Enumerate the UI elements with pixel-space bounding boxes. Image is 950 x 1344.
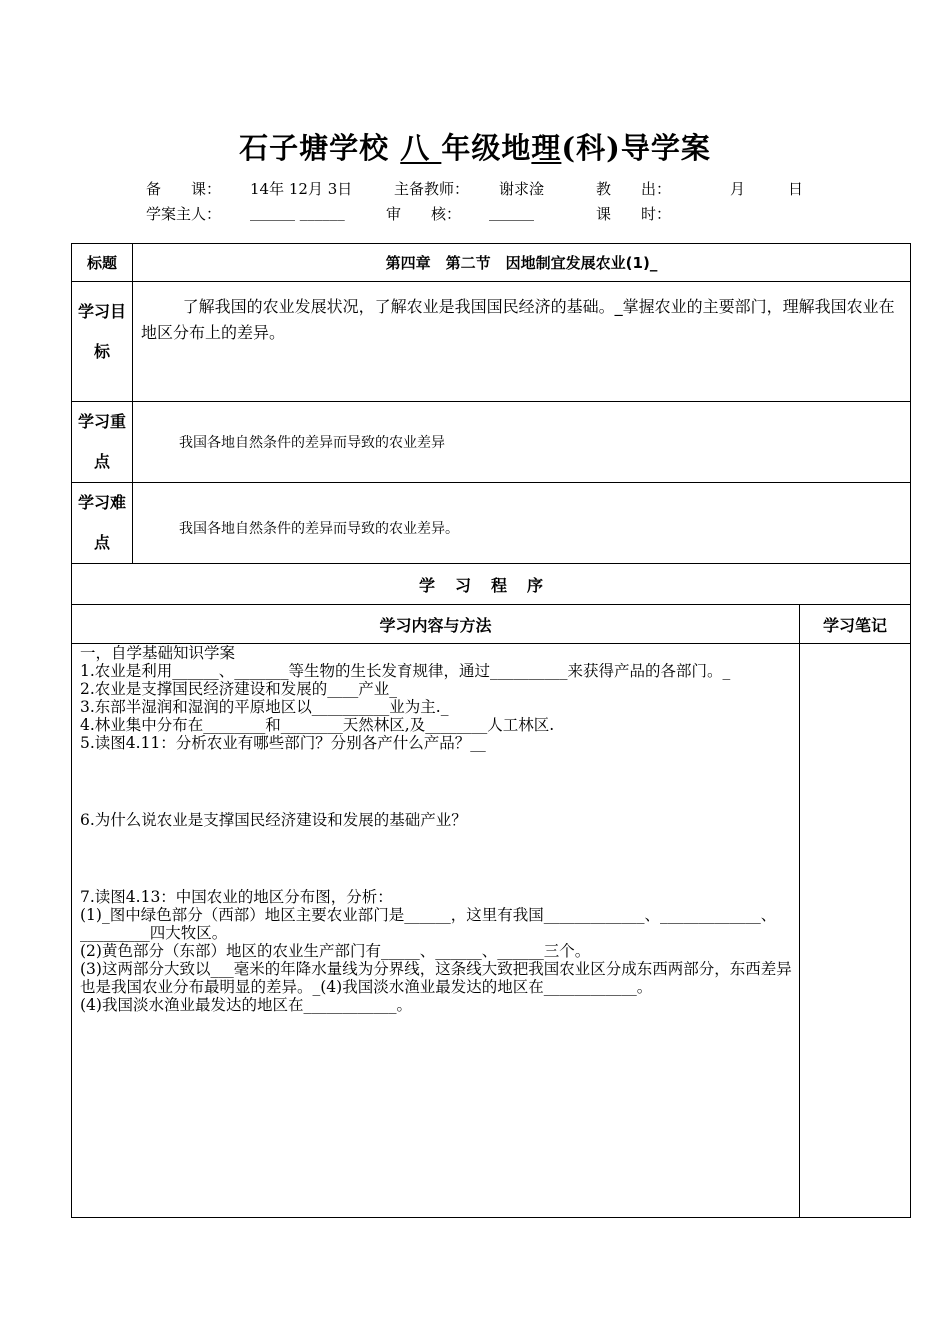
period-label: 课 时： (596, 205, 672, 223)
owner-label: 学案主人： (146, 205, 222, 223)
title-school: 石子塘学校 (239, 131, 401, 165)
content-line: 7.读图4.13：中国农业的地区分布图，分析： (80, 888, 393, 906)
notes-cell[interactable] (800, 644, 911, 1218)
content-line: (1)_图中绿色部分（西部）地区主要农业部门是______，这里有我国_____________、_____________、_________四大牧区。 (80, 906, 777, 942)
month-label: 月 (730, 180, 746, 198)
procedure-heading: 学习程序 (72, 564, 911, 605)
hard-text: 我国各地自然条件的差异而导致的农业差异。 (133, 483, 911, 564)
column-header-row (72, 605, 911, 644)
key-label: 学习重点 (72, 402, 133, 483)
content-line: 6.为什么说农业是支撑国民经济建设和发展的基础产业？ (80, 811, 467, 829)
title-grade: 八 (400, 131, 442, 165)
content-column-header: 学习内容与方法 (72, 605, 800, 644)
content-row (72, 644, 911, 1218)
key-row (72, 402, 911, 483)
review-blank: ______ (489, 203, 534, 221)
study-plan-table (71, 243, 911, 1218)
content-line: 3.东部半湿润和湿润的平原地区以__________业为主._ (80, 698, 449, 716)
content-line: 2.农业是支撑国民经济建设和发展的____产业_ (80, 680, 398, 698)
answer-space (80, 752, 793, 811)
key-text: 我国各地自然条件的差异而导致的农业差异 (133, 402, 911, 483)
content-line: 一，自学基础知识学案 (80, 644, 236, 662)
owner-blank: ______ ______ (250, 203, 345, 221)
topic-title: 第四章 第二节 因地制宜发展农业(1)_ (133, 244, 911, 282)
topic-label: 标题 (72, 244, 133, 282)
prep-label: 备 课： (146, 180, 222, 198)
content-line: (4)我国淡水渔业最发达的地区在____________。 (80, 996, 412, 1014)
teacher-name: 谢求淦 (499, 180, 545, 198)
goal-text: 了解我国的农业发展状况，了解农业是我国国民经济的基础。_掌握农业的主要部门，理解我国农业在地区分布上的差异。 (133, 282, 911, 402)
hard-row (72, 483, 911, 564)
content-line: (3)这两部分大致以___毫米的年降水量线为分界线，这条线大致把我国农业区分成东西两部分，东西差异也是我国农业分布最明显的差异。_(4)我国淡水渔业最发达的地区在____________。 (80, 960, 792, 996)
content-line: (2)黄色部分（东部）地区的农业生产部门有_____、______、______三个。 (80, 942, 591, 960)
topic-row (72, 244, 911, 282)
hard-label: 学习难点 (72, 483, 133, 564)
title-suffix: (科)导学案 (561, 131, 711, 165)
teacher-label: 主备教师： (394, 180, 470, 198)
goal-row (72, 282, 911, 402)
notes-column-header: 学习笔记 (800, 605, 911, 644)
goal-label: 学习目标 (72, 282, 133, 402)
content-cell (72, 644, 800, 1218)
title-mid: 年级地 (441, 131, 532, 165)
day-label: 日 (788, 180, 804, 198)
prep-date: 14年 12月 3日 (250, 180, 353, 198)
answer-space (80, 829, 793, 888)
content-line: 4.林业集中分布在________和________天然林区,及________人工林区. (80, 716, 555, 734)
title-subject: 理 (531, 131, 562, 165)
teach-label: 教 出： (596, 180, 672, 198)
page-title (0, 126, 950, 167)
content-line: 1.农业是利用______、_______等生物的生长发育规律，通过__________来获得产品的各部门。_ (80, 662, 731, 680)
review-label: 审 核： (386, 205, 462, 223)
content-line: 5.读图4.11：分析农业有哪些部门？分别各产什么产品？__ (80, 734, 486, 752)
procedure-row (72, 564, 911, 605)
